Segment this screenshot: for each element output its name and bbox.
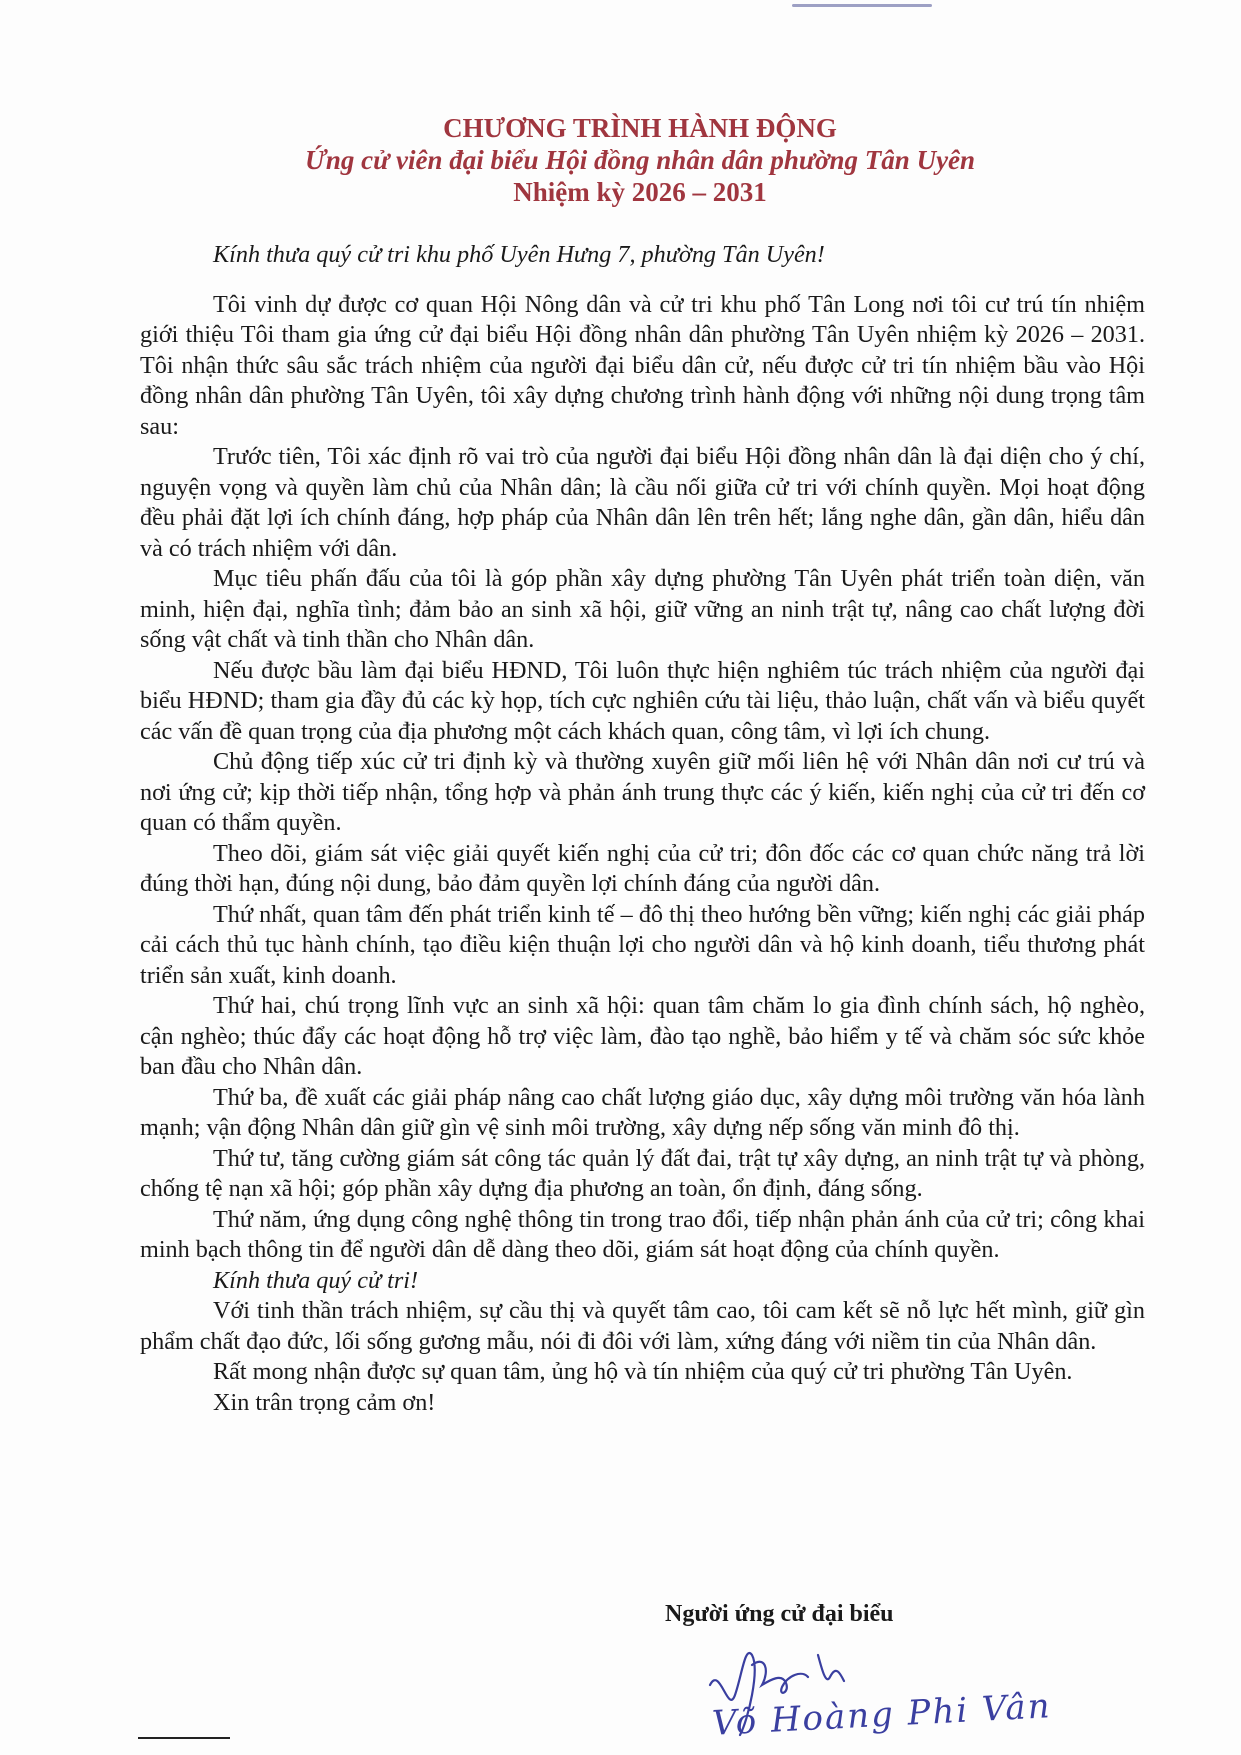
title-block: [140, 112, 1140, 208]
document-title: CHƯƠNG TRÌNH HÀNH ĐỘNG: [443, 113, 837, 143]
paragraph: Thứ nhất, quan tâm đến phát triển kinh tế – đô thị theo hướng bền vững; kiến nghị các giải pháp cải cách thủ tục hành chính, tạo điều kiện thuận lợi cho người dân và hộ kinh doanh, tiểu thương phát triển sản xuất, kinh doanh.: [140, 900, 1145, 989]
document-term: Nhiệm kỳ 2026 – 2031: [513, 177, 767, 207]
closing-paragraph: Với tinh thần trách nhiệm, sự cầu thị và quyết tâm cao, tôi cam kết sẽ nỗ lực hết mình, giữ gìn phẩm chất đạo đức, lối sống gương mẫu, nói đi đôi với làm, xứng đáng với niềm tin của Nhân dân.: [140, 1297, 1145, 1355]
paragraph: Thứ hai, chú trọng lĩnh vực an sinh xã hội: quan tâm chăm lo gia đình chính sách, hộ nghèo, cận nghèo; thúc đẩy các hoạt động hỗ trợ việc làm, đào tạo nghề, bảo hiểm y tế và chăm sóc sức khỏe ban đầu cho Nhân dân.: [140, 992, 1145, 1080]
document-body: [140, 240, 1145, 1418]
paragraph: Mục tiêu phấn đấu của tôi là góp phần xây dựng phường Tân Uyên phát triển toàn diện, văn minh, hiện đại, nghĩa tình; đảm bảo an sinh xã hội, giữ vững an ninh trật tự, nâng cao chất lượng đời sống vật chất và tinh thần cho Nhân dân.: [140, 565, 1145, 653]
paragraph: Trước tiên, Tôi xác định rõ vai trò của người đại biểu Hội đồng nhân dân là đại diện cho ý chí, nguyện vọng và quyền làm chủ của Nhân dân; là cầu nối giữa cử tri với chính quyền. Mọi hoạt động đều phải đặt lợi ích chính đáng, hợp pháp của Nhân dân lên trên hết; lắng nghe dân, gần dân, hiểu dân và có trách nhiệm với dân.: [140, 443, 1145, 562]
paragraph: Thứ tư, tăng cường giám sát công tác quản lý đất đai, trật tự xây dựng, an ninh trật tự và phòng, chống tệ nạn xã hội; góp phần xây dựng địa phương an toàn, ổn định, đáng sống.: [140, 1144, 1145, 1202]
closing-paragraph: Xin trân trọng cảm ơn!: [213, 1388, 436, 1416]
closing-paragraph: Rất mong nhận được sự quan tâm, ủng hộ và tín nhiệm của quý cử tri phường Tân Uyên.: [213, 1358, 1073, 1385]
paragraph: Tôi vinh dự được cơ quan Hội Nông dân và cử tri khu phố Tân Long nơi tôi cư trú tín nhiệm giới thiệu Tôi tham gia ứng cử đại biểu Hội đồng nhân dân phường Tân Uyên nhiệm kỳ 2026 – 2031. Tôi nhận thức sâu sắc trách nhiệm của người đại biểu dân cử, nếu được cử tri tín nhiệm bầu vào Hội đồng nhân dân phường Tân Uyên, tôi xây dựng chương trình hành động với những nội dung trọng tâm sau:: [140, 290, 1145, 440]
paragraph: Theo dõi, giám sát việc giải quyết kiến nghị của cử tri; đôn đốc các cơ quan chức năng trả lời đúng thời hạn, đúng nội dung, bảo đảm quyền lợi chính đáng của người dân.: [140, 839, 1145, 897]
document-subtitle: Ứng cử viên đại biểu Hội đồng nhân dân phường Tân Uyên: [304, 145, 976, 175]
signature-name: Võ Hoàng Phi Vân: [711, 1686, 1053, 1744]
paragraph: Nếu được bầu làm đại biểu HĐND, Tôi luôn thực hiện nghiêm túc trách nhiệm của người đại biểu HĐND; tham gia đầy đủ các kỳ họp, tích cực nghiên cứu tài liệu, thảo luận, chất vấn và biểu quyết các vấn đề quan trọng của địa phương một cách khách quan, công tâm, vì lợi ích chung.: [140, 656, 1145, 745]
scan-mark: [792, 4, 932, 7]
paragraph: Chủ động tiếp xúc cử tri định kỳ và thường xuyên giữ mối liên hệ với Nhân dân nơi cư trú và nơi ứng cử; kịp thời tiếp nhận, tổng hợp và phản ánh trung thực các ý kiến, kiến nghị của cử tri đến cơ quan có thẩm quyền.: [140, 748, 1145, 836]
closing-greeting: Kính thưa quý cử tri!: [213, 1266, 419, 1294]
paragraph: Thứ ba, đề xuất các giải pháp nâng cao chất lượng giáo dục, xây dựng môi trường văn hóa lành mạnh; vận động Nhân dân giữ gìn vệ sinh môi trường, xây dựng nếp sống văn minh đô thị.: [140, 1083, 1145, 1141]
paragraph: Thứ năm, ứng dụng công nghệ thông tin trong trao đổi, tiếp nhận phản ánh của cử tri; công khai minh bạch thông tin để người dân dễ dàng theo dõi, giám sát hoạt động của chính quyền.: [140, 1205, 1145, 1263]
greeting: Kính thưa quý cử tri khu phố Uyên Hưng 7, phường Tân Uyên!: [213, 241, 825, 268]
footer-rule: [138, 1737, 230, 1739]
signer-label: Người ứng cử đại biểu: [665, 1601, 894, 1627]
